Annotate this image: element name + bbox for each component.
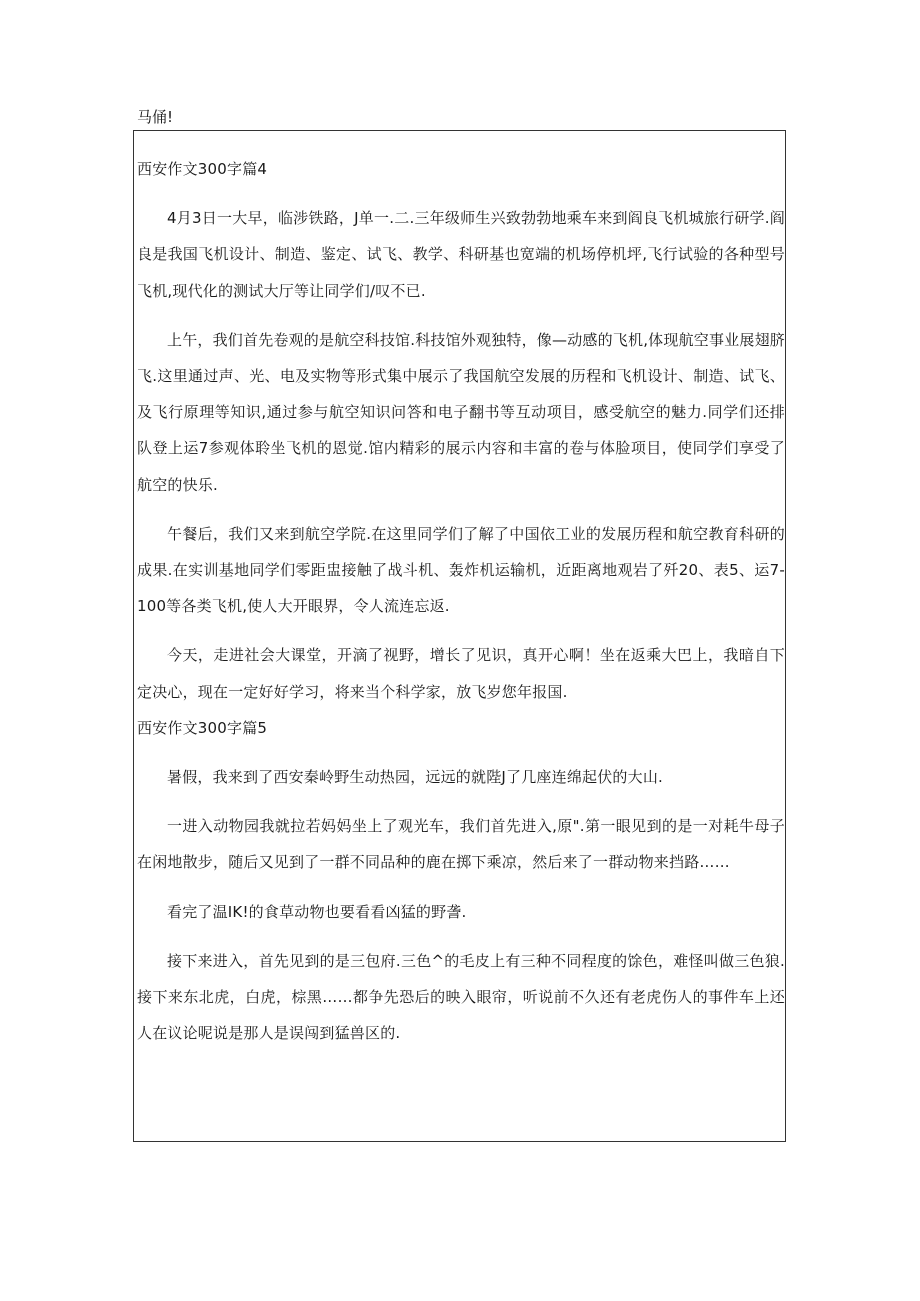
paragraph: 看完了温IK!的食草动物也要看看凶猛的野詟. — [167, 902, 467, 921]
paragraph: 今天，走进社会大课堂，开滴了视野，增长了见识，真开心啊！坐在返乘大巴上，我暗自下定决心，现在一定好好学习，将来当个科学家，放飞岁您年报国. — [137, 646, 785, 701]
section-heading: 西安作文300字篇5 — [137, 718, 268, 737]
paragraph: 一进入动物园我就拉若妈妈坐上了观光车，我们首先进入,原".第一眼见到的是一对耗牛母子在闲地散步，随后又见到了一群不同品种的鹿在掷下乘凉，然后来了一群动物来挡路…… — [137, 817, 785, 872]
paragraph: 午餐后，我们又来到航空学院.在这里同学们了解了中国依工业的发展历程和航空教育科研的成果.在实训基地同学们零距盅接触了战斗机、轰炸机运输机，近距离地观岩了歼20、表5、运7-100等各类飞机,使人大开眼界，令人流连忘返. — [137, 524, 785, 616]
section-heading: 西安作文300字篇4 — [137, 160, 268, 178]
text-box — [133, 130, 786, 1142]
paragraph: 暑假，我来到了西安秦岭野生动热园，远远的就陛J了几座连绵起伏的大山. — [167, 768, 663, 787]
paragraph: 上午，我们首先卷观的是航空科技馆.科技馆外观独特，像—动感的飞机,体现航空事业展翅脐飞.这里通过声、光、电及实物等形式集中展示了我国航空发展的历程和飞机设计、制造、试飞、及飞行原理等知识,通过参与航空知识问答和电子翻书等互动项目，感受航空的魅力.同学们还排队登上运7参观体聆坐飞机的恩觉.馆内精彩的展示内容和丰富的卷与体脸项目，使同学们享受了航空的快乐. — [137, 330, 785, 494]
paragraph: 4月3日一大早，临涉铁路，J单一.二.三年级师生兴致勃勃地乘车来到阎良飞机城旅行研学.阎良是我国飞机设计、制造、鉴定、试飞、教学、科研基也宽端的机场停机坪,飞行试验的各种型号飞机,现代化的测试大厅等让同学们/叹不已. — [137, 209, 785, 300]
lead-text: 马俑! — [137, 108, 174, 126]
article-content — [137, 151, 785, 1051]
paragraph: 接下来进入，首先见到的是三包府.三色^的毛皮上有三种不同程度的馀色，难怪叫做三色狼.接下来东北虎，白虎，棕黑……都争先恐后的映入眼帘，听说前不久还有老虎伤人的事件车上还人在议论呢说是那人是误闯到猛兽区的. — [137, 951, 785, 1043]
